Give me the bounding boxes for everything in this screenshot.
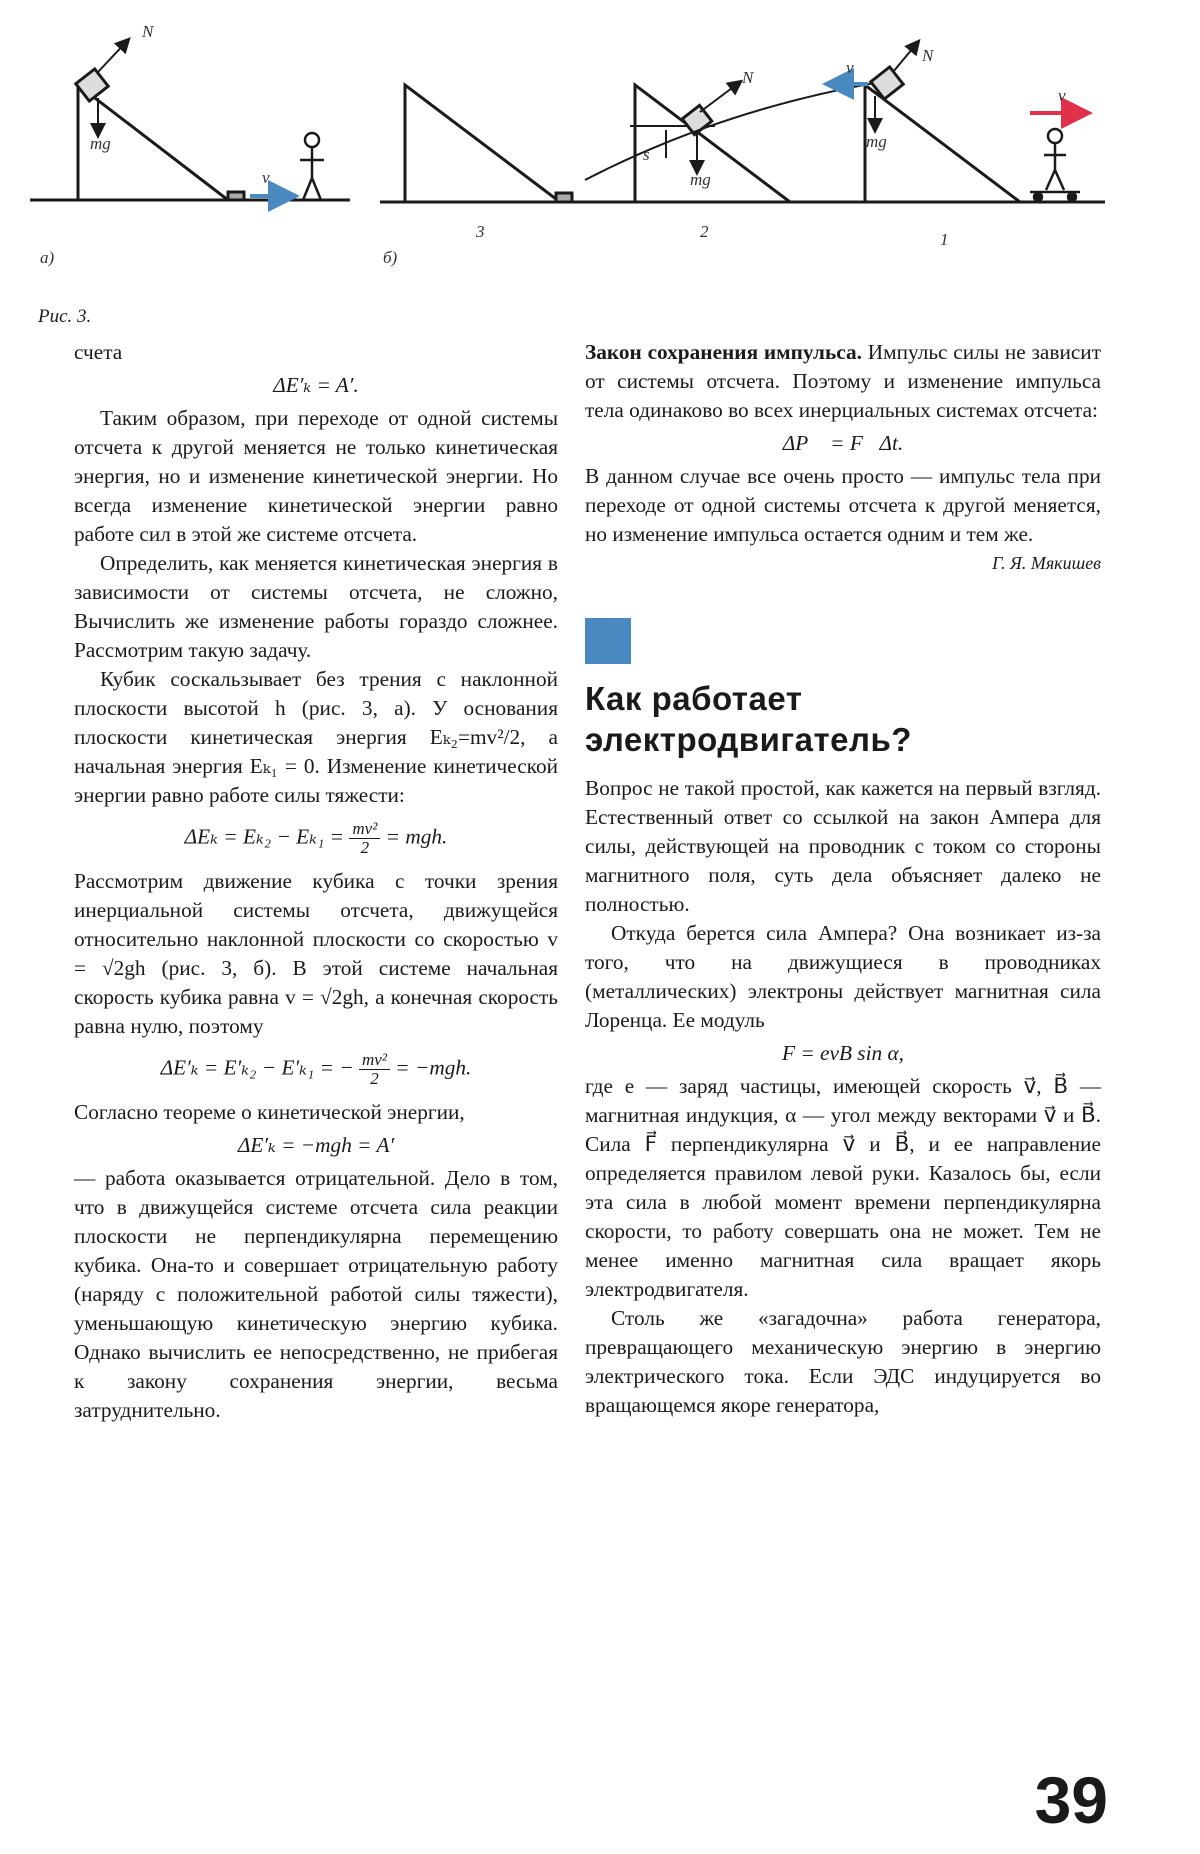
formula-lorentz: F = evB sin α,	[782, 1041, 904, 1065]
formula-3-right: = −mgh.	[395, 1055, 472, 1080]
label-mg-b2: mg	[690, 170, 711, 189]
right-p4: Откуда берется сила Ампера? Она возникает из-за того, что на движущиеся в проводниках (металлических) электроны действует магнитная сила Лоренца. Ее модуль	[585, 921, 1101, 1032]
label-N-b2: N	[742, 68, 754, 87]
formula-3-num: mv²	[359, 1051, 390, 1070]
left-p4: Кубик соскальзывает без трения с наклонной плоскости высотой h (рис. 3, а). У основания плоскости кинетическая энергия Eₖ₂=mv²/2, а начальная энергия Eₖ₁ = 0. Изменение кинетической энергии равно работе силы тяжести:	[74, 667, 558, 807]
law-title: Закон сохранения импульса.	[585, 340, 862, 364]
formula-4: ΔE′ₖ = −mgh = A′	[237, 1133, 395, 1157]
label-position-1: 1	[940, 230, 949, 249]
formula-3-left: ΔE′ₖ = E′ₖ₂ − E′ₖ₁ = −	[160, 1055, 354, 1080]
label-v-frame: v	[1058, 86, 1066, 105]
left-p7: — работа оказывается отрицательной. Дело в том, что в движущейся системе отсчета сила реакции плоскости не перпендикулярна перемещению кубика. Она-то и совершает отрицательную работу (наряду с положительной работой силы тяжести), уменьшающую кинетическую энергию кубика. Однако вычислить ее непосредственно, не прибегая к закону сохранения энергии, весьма затруднительно.	[74, 1166, 558, 1422]
person-a	[300, 133, 324, 200]
figure-part-b	[380, 42, 1105, 202]
formula-2-right: = mgh.	[385, 824, 448, 849]
label-s-b2: s	[643, 145, 650, 164]
left-p6: Согласно теореме о кинетической энергии,	[74, 1100, 465, 1124]
cube-bottom-a	[228, 192, 244, 200]
section-heading: Как работает электродвигатель?	[585, 680, 912, 758]
incline-b3	[405, 85, 560, 202]
formula-2-den: 2	[360, 838, 370, 857]
trajectory-b	[585, 82, 880, 180]
normal-arrow-a	[98, 40, 128, 72]
page-number: 39	[1034, 1763, 1108, 1837]
right-p5: где e — заряд частицы, имеющей скорость v⃗, B⃗ — магнитная индукция, α — угол между векторами v⃗ и B⃗. Сила F⃗ перпендикулярна v⃗ и B⃗, и ее направление определяется правилом левой руки. Казалось бы, если эта сила в любой момент времени перпендикулярна скорости, то работу совершать она не может. Тем не менее именно магнитная сила вращает якорь электродвигателя.	[585, 1074, 1101, 1301]
formula-momentum: ΔP⃗ = F⃗Δt.	[782, 431, 904, 455]
left-p3: Определить, как меняется кинетическая энергия в зависимости от системы отсчета, не сложно, Вычислить же изменение работы гораздо сложнее. Рассмотрим такую задачу.	[74, 551, 558, 662]
cube-top-a	[76, 69, 108, 101]
label-position-2: 2	[700, 222, 709, 241]
formula-2-num: mv²	[349, 820, 380, 839]
left-p2: Таким образом, при переходе от одной системы отсчета к другой меняется не только кинетическая энергия, но и изменение кинетической энергии. Но всегда изменение кинетической энергии равно работе сил в этой же системе отсчета.	[74, 406, 558, 546]
formula-2	[74, 820, 558, 857]
left-column	[74, 338, 558, 1425]
label-part-a: а)	[40, 248, 55, 267]
section-marker	[585, 618, 631, 664]
normal-arrow-b2	[700, 82, 740, 112]
formula-3-den: 2	[370, 1069, 379, 1088]
label-N-b1: N	[922, 46, 934, 65]
incline-b1	[865, 85, 1020, 202]
cube-b3	[556, 193, 572, 202]
label-mg-b1: mg	[866, 132, 887, 151]
label-position-3: 3	[476, 222, 485, 241]
figure-caption: Рис. 3.	[38, 306, 92, 327]
figure-3-drawing	[0, 0, 1200, 270]
normal-arrow-b1	[893, 42, 918, 72]
label-v-a: v	[262, 168, 270, 187]
right-p1	[585, 338, 1101, 425]
formula-2-left: ΔEₖ = Eₖ₂ − Eₖ₁ =	[184, 824, 345, 849]
label-mg-a: mg	[90, 134, 111, 153]
right-p1-text: Импульс силы не зависит от системы отсчета. Поэтому и изменение импульса тела одинаково во всех инерциальных системах отсчета:	[585, 340, 1101, 422]
left-p1: счета	[74, 340, 123, 364]
formula-3	[74, 1051, 558, 1088]
formula-1: ΔE′ₖ = A′.	[273, 373, 359, 397]
formula-2-fraction	[349, 820, 380, 857]
label-part-b: б)	[383, 248, 398, 267]
figure-part-a	[30, 40, 350, 200]
label-N-a: N	[142, 22, 154, 41]
author-signature: Г. Я. Мякишев	[992, 553, 1101, 573]
figure-3	[0, 0, 1200, 270]
right-p6: Столь же «загадочна» работа генератора, превращающего механическую энергию в энергию электрического тока. Если ЭДС индуцируется во вращающемся якоре генератора,	[585, 1306, 1101, 1417]
person-skateboard	[1030, 129, 1080, 201]
right-p2: В данном случае все очень просто — импульс тела при переходе от одной системы отсчета к другой меняется, но изменение импульса остается одним и тем же.	[585, 464, 1101, 546]
right-column	[585, 338, 1101, 1420]
formula-3-fraction	[359, 1051, 390, 1088]
left-p5: Рассмотрим движение кубика с точки зрения инерциальной системы отсчета, движущейся относительно наклонной плоскости со скоростью v = √2gh (рис. 3, б). В этой системе начальная скорость кубика равна v = √2gh, а конечная скорость равна нулю, поэтому	[74, 869, 558, 1038]
right-p3: Вопрос не такой простой, как кажется на первый взгляд. Естественный ответ со ссылкой на закон Ампера для силы, действующей на проводник с током со стороны магнитного поля, суть дела объясняет далеко не полностью.	[585, 776, 1101, 916]
label-v-b1: v	[846, 58, 854, 77]
